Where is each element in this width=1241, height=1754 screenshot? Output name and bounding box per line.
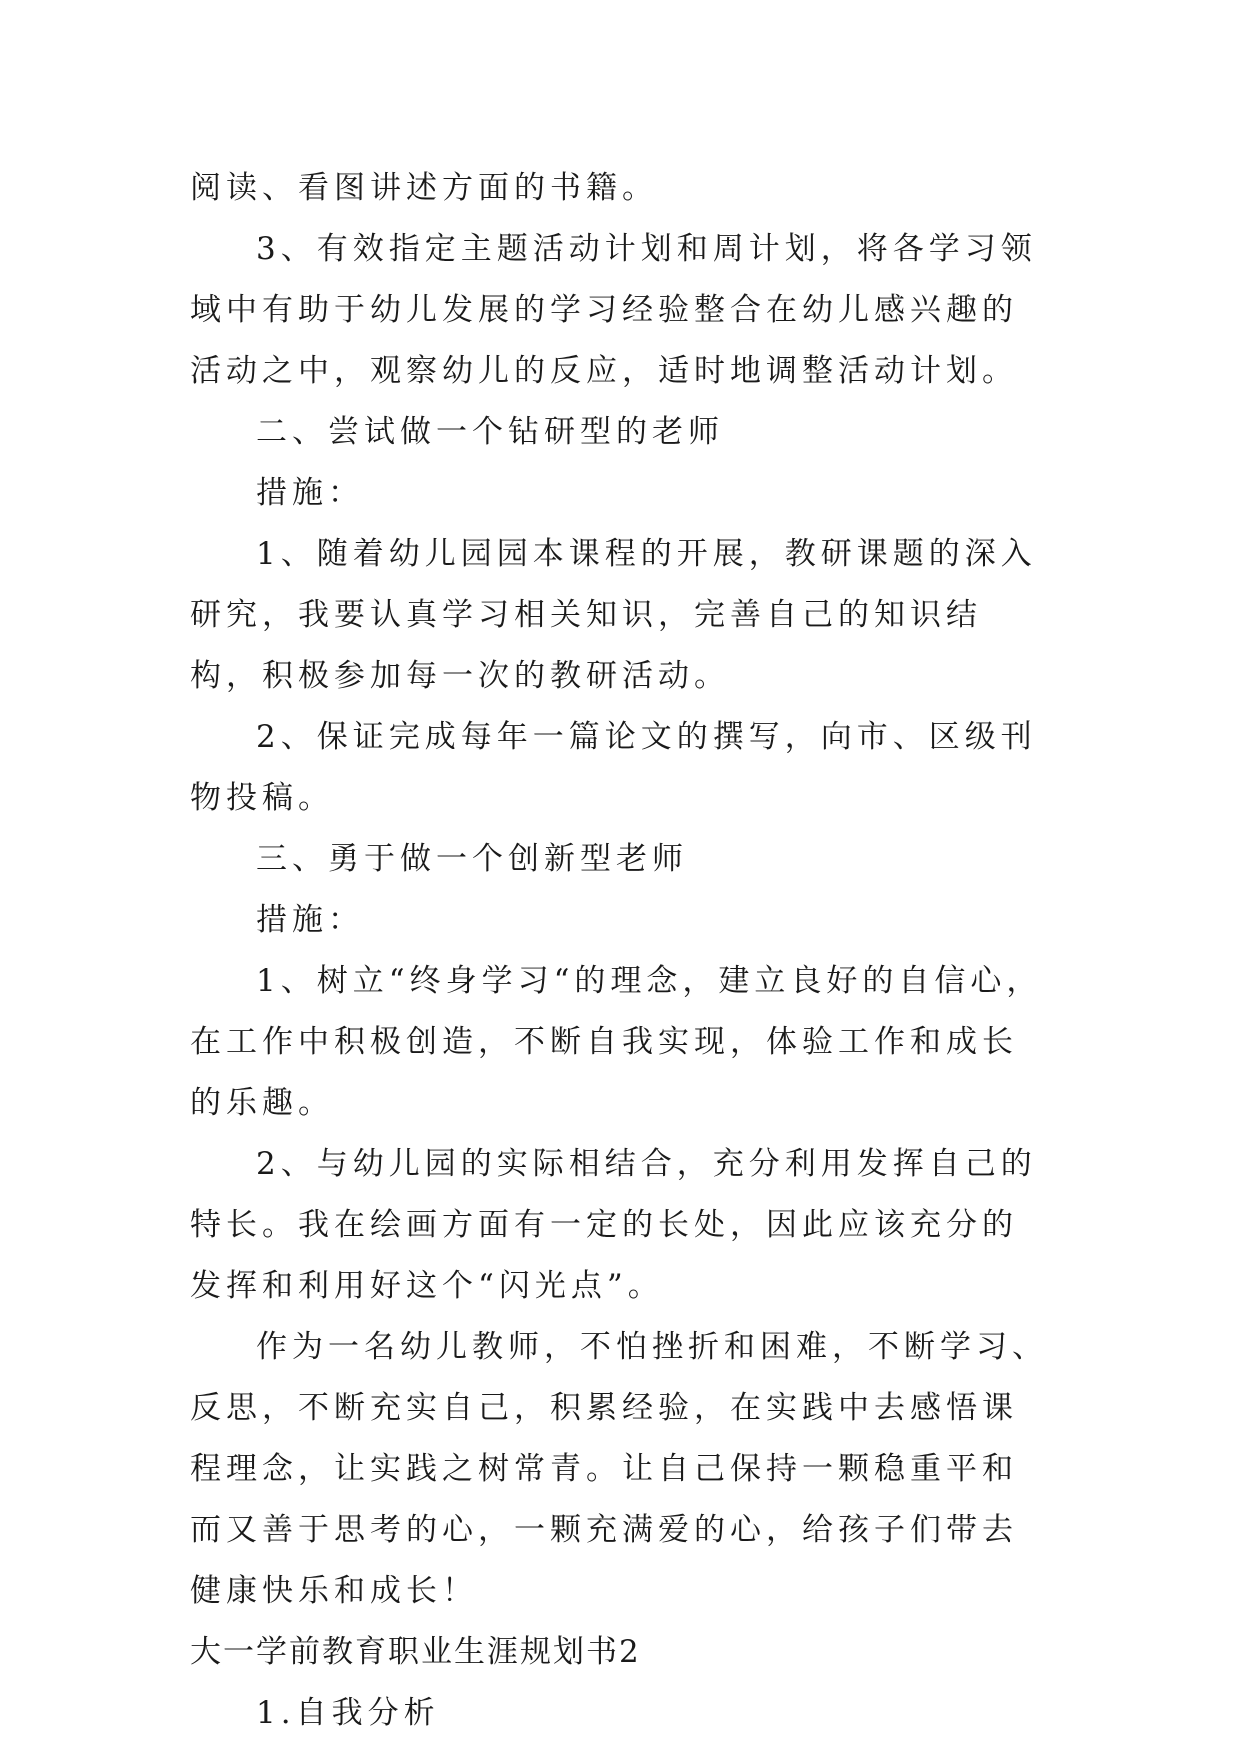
paragraph-innovation-measure-1: 1、树立“终身学习“的理念，建立良好的自信心，在工作中积极创造，不断自我实现，体验工作和成长的乐趣。 xyxy=(190,963,1043,1121)
paragraph-research-measure-1: 1、随着幼儿园园本课程的开展，教研课题的深入研究，我要认真学习相关知识，完善自己的知识结构，积极参加每一次的教研活动。 xyxy=(190,536,1037,694)
subsection-self-analysis: 1.自我分析 xyxy=(256,1695,440,1731)
document-title-plan-2: 大一学前教育职业生涯规划书2 xyxy=(190,1634,641,1670)
paragraph-research-measure-2: 2、保证完成每年一篇论文的撰写，向市、区级刊物投稿。 xyxy=(190,719,1037,816)
paragraph-activity-plan: 3、有效指定主题活动计划和周计划，将各学习领域中有助于幼儿发展的学习经验整合在幼儿感兴趣的活动之中，观察幼儿的反应，适时地调整活动计划。 xyxy=(190,231,1037,389)
measures-label: 措施： xyxy=(256,475,364,511)
section-heading-research-teacher: 二、尝试做一个钻研型的老师 xyxy=(256,414,724,450)
document-body xyxy=(190,158,1050,1744)
paragraph-conclusion: 作为一名幼儿教师，不怕挫折和困难，不断学习、反思，不断充实自己，积累经验，在实践中去感悟课程理念，让实践之树常青。让自己保持一颗稳重平和而又善于思考的心，一颗充满爱的心，给孩子们带去健康快乐和成长！ xyxy=(190,1329,1048,1609)
section-heading-innovative-teacher: 三、勇于做一个创新型老师 xyxy=(256,841,688,877)
measures-label: 措施： xyxy=(256,902,364,938)
paragraph-innovation-measure-2: 2、与幼儿园的实际相结合，充分利用发挥自己的特长。我在绘画方面有一定的长处，因此应该充分的发挥和利用好这个“闪光点”。 xyxy=(190,1146,1037,1304)
paragraph-reading-books: 阅读、看图讲述方面的书籍。 xyxy=(190,170,658,206)
